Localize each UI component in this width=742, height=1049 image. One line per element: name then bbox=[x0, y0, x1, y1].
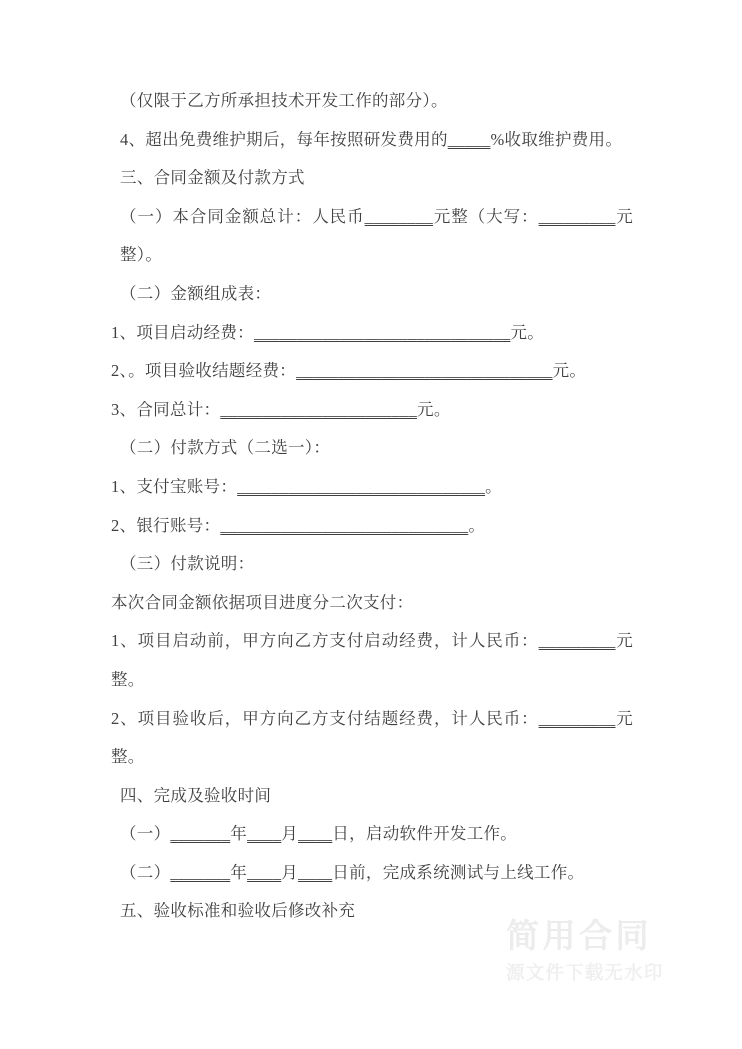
heading-text: 三、合同金额及付款方式 bbox=[120, 168, 305, 188]
label-month: 月 bbox=[281, 862, 299, 882]
blank-contract-total[interactable]: _______________________ bbox=[220, 399, 418, 419]
document-body bbox=[111, 82, 633, 931]
blank-amount-words[interactable]: _________ bbox=[538, 206, 616, 226]
paragraph-text-cont: 。 bbox=[468, 515, 486, 535]
paragraph-text: （一）本合同金额总计：人民币 bbox=[120, 206, 365, 226]
blank-launch-year[interactable]: _______ bbox=[170, 862, 231, 882]
paragraph-text: 2、项目验收后，甲方向乙方支付结题经费，计人民币： bbox=[111, 708, 539, 728]
paragraph-text: （一） bbox=[120, 824, 171, 844]
blank-payment2-amount[interactable]: _________ bbox=[538, 708, 616, 728]
paragraph-startup-fee bbox=[111, 314, 633, 353]
paragraph-text-end: 日，启动软件开发工作。 bbox=[332, 824, 518, 844]
paragraph-maintenance-scope bbox=[111, 82, 633, 121]
blank-payment1-amount[interactable]: _________ bbox=[538, 631, 616, 651]
paragraph-text: （仅限于乙方所承担技术开发工作的部分）。 bbox=[120, 91, 448, 110]
paragraph-payment-notes-title bbox=[111, 545, 633, 584]
paragraph-text: 4、超出免费维护期后，每年按照研发费用的 bbox=[120, 129, 448, 149]
paragraph-total-amount bbox=[111, 198, 633, 275]
paragraph-text: 1、项目启动前，甲方向乙方支付启动经费，计人民币： bbox=[111, 631, 539, 651]
paragraph-text: （二）付款方式（二选一）： bbox=[120, 438, 331, 458]
heading-section-four bbox=[111, 777, 633, 816]
paragraph-text: 3、合同总计： bbox=[111, 399, 221, 419]
paragraph-payment-one bbox=[111, 622, 633, 699]
paragraph-text: 1、项目启动经费： bbox=[111, 322, 254, 342]
paragraph-payment-two bbox=[111, 700, 633, 777]
blank-amount-digits[interactable]: ________ bbox=[364, 206, 434, 226]
paragraph-payment-method-title bbox=[111, 429, 633, 468]
paragraph-acceptance-fee bbox=[111, 352, 633, 391]
paragraph-launch-date bbox=[111, 854, 633, 893]
blank-alipay-account[interactable]: _____________________________ bbox=[237, 476, 486, 496]
paragraph-text: 2、。项目验收结题经费： bbox=[111, 361, 297, 381]
paragraph-text-cont: 。 bbox=[485, 476, 502, 496]
blank-start-month[interactable]: ____ bbox=[247, 824, 282, 844]
paragraph-text-cont: 元整。 bbox=[111, 631, 633, 689]
watermark-brand-text: 简用合同 bbox=[506, 916, 652, 955]
blank-start-day[interactable]: ____ bbox=[298, 824, 333, 844]
paragraph-text: 2、银行账号： bbox=[111, 515, 221, 535]
paragraph-alipay-account bbox=[111, 468, 633, 507]
paragraph-text-cont: 元。 bbox=[510, 322, 545, 342]
blank-launch-month[interactable]: ____ bbox=[247, 862, 282, 882]
paragraph-text: 本次合同金额依据项目进度分二次支付： bbox=[111, 592, 414, 612]
paragraph-text-end: 日前，完成系统测试与上线工作。 bbox=[332, 862, 585, 882]
heading-section-three bbox=[111, 159, 633, 198]
paragraph-text-end: 元整）。 bbox=[120, 206, 633, 265]
blank-acceptance-fee[interactable]: ______________________________ bbox=[296, 361, 553, 381]
label-year: 年 bbox=[230, 824, 248, 844]
paragraph-text-cont: %收取维护费用。 bbox=[490, 129, 623, 149]
heading-section-five bbox=[111, 892, 633, 931]
paragraph-text-cont: 元整（大写： bbox=[433, 206, 539, 226]
paragraph-text: 1、支付宝账号： bbox=[111, 476, 238, 496]
paragraph-text-cont: 元。 bbox=[417, 399, 451, 419]
paragraph-start-date bbox=[111, 815, 633, 854]
watermark-tagline-text: 源文件下载无水印 bbox=[506, 963, 664, 984]
paragraph-amount-table-title bbox=[111, 275, 633, 314]
blank-pct-rate[interactable]: _____ bbox=[447, 129, 491, 149]
label-month: 月 bbox=[281, 824, 299, 844]
paragraph-text-cont: 元整。 bbox=[111, 708, 633, 767]
paragraph-text: （二） bbox=[120, 862, 171, 882]
paragraph-contract-total bbox=[111, 391, 633, 430]
paragraph-bank-account bbox=[111, 507, 633, 546]
blank-start-year[interactable]: _______ bbox=[170, 824, 231, 844]
heading-text: 四、完成及验收时间 bbox=[120, 785, 272, 805]
heading-text: 五、验收标准和验收后修改补充 bbox=[120, 901, 356, 921]
blank-startup-fee[interactable]: ______________________________ bbox=[253, 322, 511, 342]
paragraph-text-cont: 元。 bbox=[552, 361, 587, 381]
paragraph-text: （三）付款说明： bbox=[120, 554, 255, 574]
blank-bank-account[interactable]: _____________________________ bbox=[220, 515, 469, 535]
blank-launch-day[interactable]: ____ bbox=[298, 862, 333, 882]
paragraph-text: （二）金额组成表： bbox=[120, 283, 272, 303]
paragraph-payment-schedule bbox=[111, 584, 633, 623]
paragraph-maintenance-fee bbox=[111, 121, 633, 160]
label-year: 年 bbox=[230, 862, 248, 882]
